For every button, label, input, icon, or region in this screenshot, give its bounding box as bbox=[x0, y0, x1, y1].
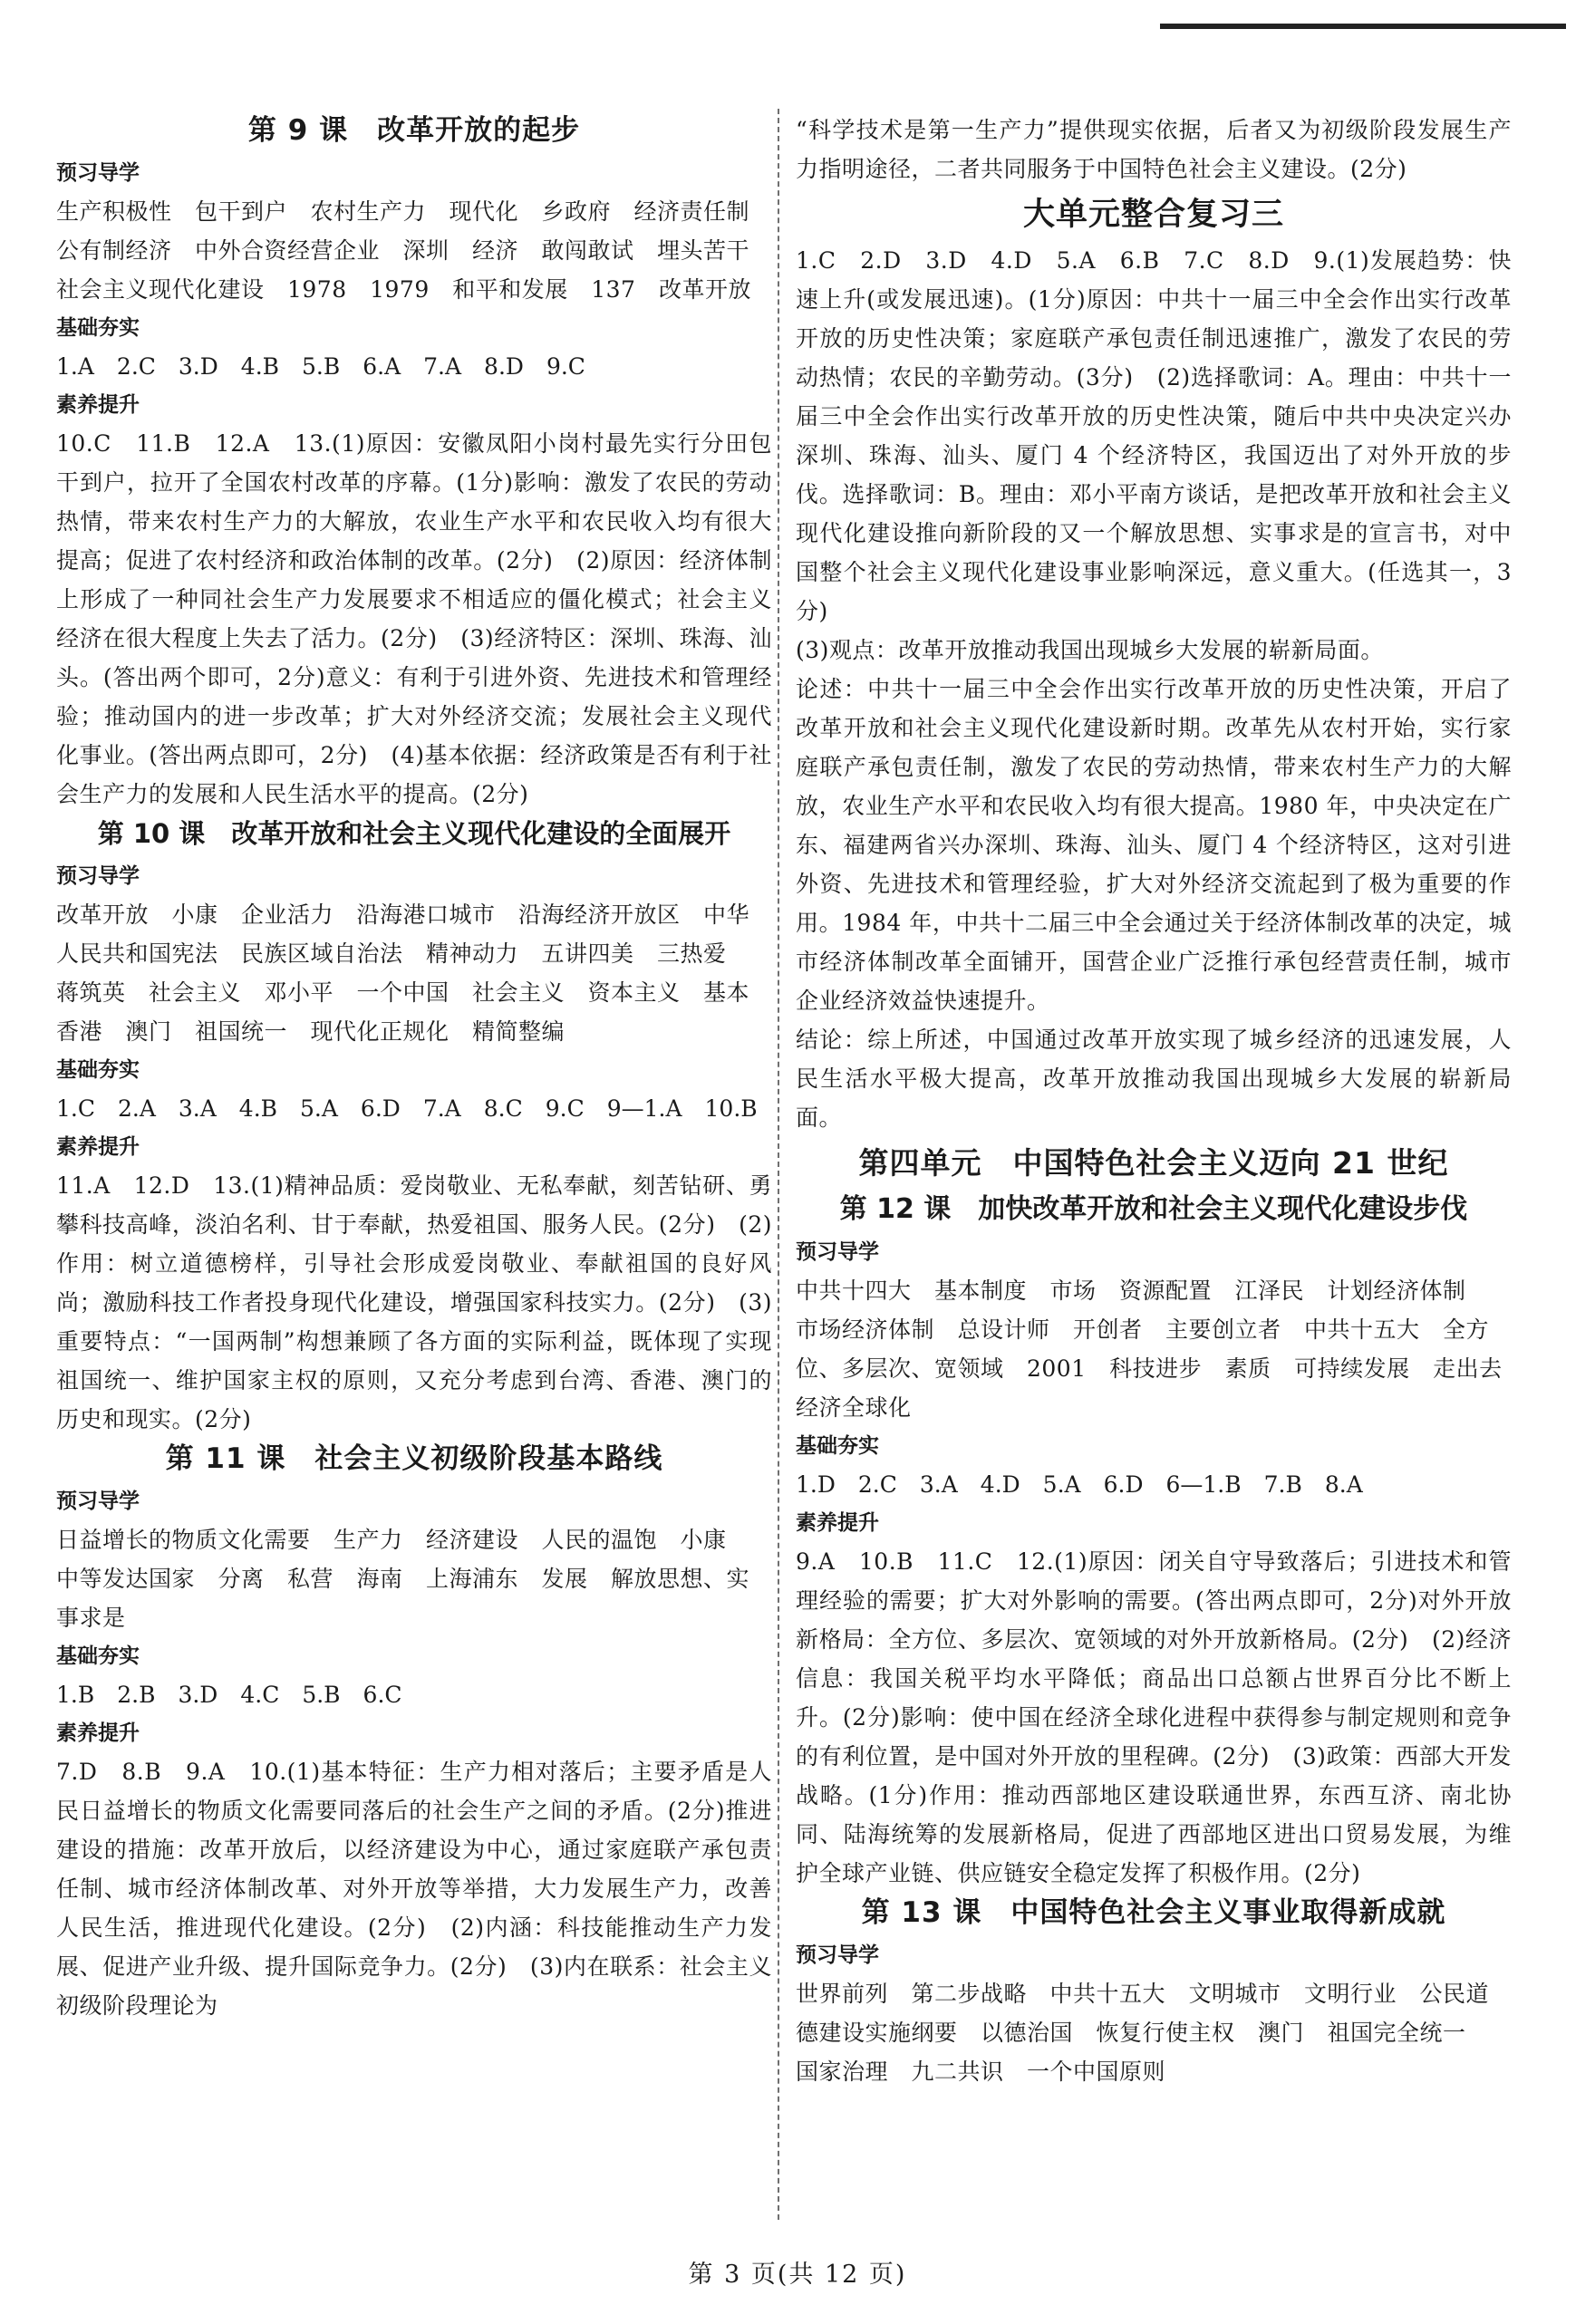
preview-heading: 预习导学 bbox=[56, 864, 140, 888]
review-3-answers: 1.C 2.D 3.D 4.D 5.A 6.B 7.C 8.D 9.(1)发展趋势：快速上升(或发展迅速)。(1分)原因：中共十一届三中全会作出实行改革开放的历史性决策；家庭联产承包责任制迅速推广，激发了农民的劳动热情；农民的辛勤劳动。(3分) (2)选择歌词：A。理由：中共十一届三中全会作出实行改革开放的历史性决策，随后中共中央决定兴办深圳、珠海、汕头、厦门 4 个经济特区，我国迈出了对外开放的步伐。选择歌词：B。理由：邓小平南方谈话，是把改革开放和社会主义现代化建设推向新阶段的又一个解放思想、实事求是的宣言书，对中国整个社会主义现代化建设事业影响深远，意义重大。(任选其一，3分) bbox=[796, 247, 1512, 624]
preview-heading: 预习导学 bbox=[796, 1240, 879, 1264]
literacy-heading: 素养提升 bbox=[796, 1511, 879, 1535]
lesson-12 bbox=[796, 1190, 1526, 1893]
preview-terms: 日益增长的物质文化需要 生产力 经济建设 人民的温饱 小康 中等发达国家 分离 私营 海南 上海浦东 发展 解放思想、实事求是 bbox=[56, 1527, 750, 1631]
literacy-heading: 素养提升 bbox=[56, 1721, 140, 1745]
page-number: 第 3 页(共 12 页) bbox=[688, 2261, 907, 2289]
lesson-13 bbox=[796, 1893, 1512, 2091]
lesson-10-title: 第 10 课 改革开放和社会主义现代化建设的全面展开 bbox=[97, 818, 731, 849]
preview-heading: 预习导学 bbox=[56, 161, 140, 185]
lesson-11-title: 第 11 课 社会主义初级阶段基本路线 bbox=[165, 1442, 663, 1475]
preview-heading: 预习导学 bbox=[796, 1943, 879, 1967]
preview-terms: 改革开放 小康 企业活力 沿海港口城市 沿海经济开放区 中华人民共和国宪法 民族区域自治法 精神动力 五讲四美 三热爱 蒋筑英 社会主义 邓小平 一个中国 社会主义 资本主义 基本 香港 澳门 祖国统一 现代化正规化 精简整编 bbox=[56, 902, 773, 1045]
continuation-text: “科学技术是第一生产力”提供现实依据，后者又为初级阶段发展生产力指明途径，二者共同服务于中国特色社会主义建设。(2分) bbox=[796, 117, 1512, 182]
literacy-heading: 素养提升 bbox=[56, 393, 140, 417]
basic-answers: 1.B 2.B 3.D 4.C 5.B 6.C bbox=[56, 1682, 402, 1708]
lesson-9 bbox=[56, 111, 772, 814]
literacy-heading: 素养提升 bbox=[56, 1135, 140, 1159]
lesson-9-title: 第 9 课 改革开放的起步 bbox=[247, 114, 581, 147]
left-column bbox=[56, 111, 772, 2025]
basic-answers: 1.A 2.C 3.D 4.B 5.B 6.A 7.A 8.D 9.C bbox=[56, 353, 585, 380]
right-column bbox=[796, 111, 1526, 2091]
review-3-viewpoint: (3)观点：改革开放推动我国出现城乡大发展的崭新局面。 bbox=[796, 637, 1384, 663]
basic-heading: 基础夯实 bbox=[56, 1058, 140, 1082]
lesson-11 bbox=[56, 1439, 772, 2025]
basic-heading: 基础夯实 bbox=[56, 316, 140, 340]
lesson-13-title: 第 13 课 中国特色社会主义事业取得新成就 bbox=[861, 1896, 1446, 1929]
literacy-text: 10.C 11.B 12.A 13.(1)原因：安徽凤阳小岗村最先实行分田包干到户，拉开了全国农村改革的序幕。(1分)影响：激发了农民的劳动热情，带来农村生产力的大解放，农业生产水平和农民收入均有很大提高；促进了农村经济和政治体制的改革。(2分) (2)原因：经济体制上形成了一种同社会生产力发展要求不相适应的僵化模式；社会主义经济在很大程度上失去了活力。(2分) (3)经济特区：深圳、珠海、汕头。(答出两个即可，2分)意义：有利于引进外资、先进技术和管理经验；推动国内的进一步改革；扩大对外经济交流；发展社会主义现代化事业。(答出两点即可，2分) (4)基本依据：经济政策是否有利于社会生产力的发展和人民生活水平的提高。(2分) bbox=[56, 430, 772, 807]
review-3 bbox=[796, 192, 1512, 1137]
lesson-12-title: 第 12 课 加快改革开放和社会主义现代化建设步伐 bbox=[839, 1193, 1468, 1225]
basic-heading: 基础夯实 bbox=[56, 1644, 140, 1668]
preview-terms: 中共十四大 基本制度 市场 资源配置 江泽民 计划经济体制 市场经济体制 总设计师 开创者 主要创立者 中共十五大 全方位、多层次、宽领域 2001 科技进步 素质 可持续发展 走出去 经济全球化 bbox=[796, 1278, 1526, 1421]
literacy-text: 7.D 8.B 9.A 10.(1)基本特征：生产力相对落后；主要矛盾是人民日益增长的物质文化需要同落后的社会生产之间的矛盾。(2分)推进建设的措施：改革开放后，以经济建设为中心，通过家庭联产承包责任制、城市经济体制改革、对外开放等举措，大力发展生产力，改善人民生活，推进现代化建设。(2分) (2)内涵：科技能推动生产力发展、促进产业升级、提升国际竞争力。(2分) (3)内在联系：社会主义初级阶段理论为 bbox=[56, 1759, 772, 2019]
basic-answers: 1.C 2.A 3.A 4.B 5.A 6.D 7.A 8.C 9.C 9—1.A 10.B bbox=[56, 1095, 758, 1122]
literacy-text: 11.A 12.D 13.(1)精神品质：爱岗敬业、无私奉献，刻苦钻研、勇攀科技高峰，淡泊名利、甘于奉献，热爱祖国、服务人民。(2分) (2)作用：树立道德榜样，引导社会形成爱岗敬业、奉献祖国的良好风尚；激励科技工作者投身现代化建设，增强国家科技实力。(2分) (3)重要特点：“一国两制”构想兼顾了各方面的实际利益，既体现了实现祖国统一、维护国家主权的原则，又充分考虑到台湾、香港、澳门的历史和现实。(2分) bbox=[56, 1172, 772, 1432]
column-divider bbox=[778, 109, 779, 2220]
review-3-title: 大单元整合复习三 bbox=[1022, 197, 1284, 233]
preview-heading: 预习导学 bbox=[56, 1490, 140, 1513]
top-rule bbox=[1160, 24, 1566, 29]
literacy-text: 9.A 10.B 11.C 12.(1)原因：闭关自守导致落后；引进技术和管理经验的需要；扩大对外影响的需要。(答出两点即可，2分)对外开放新格局：全方位、多层次、宽领域的对外开放新格局。(2分) (2)经济信息：我国关税平均水平降低；商品出口总额占世界百分比不断上升。(2分)影响：使中国在经济全球化进程中获得参与制定规则和竞争的有利位置，是中国对外开放的里程碑。(2分) (3)政策：西部大开发战略。(1分)作用：推动西部地区建设联通世界，东西互济、南北协同、陆海统筹的发展新格局，促进了西部地区进出口贸易发展，为维护全球产业链、供应链安全稳定发挥了积极作用。(2分) bbox=[796, 1548, 1512, 1886]
preview-terms: 生产积极性 包干到户 农村生产力 现代化 乡政府 经济责任制 公有制经济 中外合资经营企业 深圳 经济 敢闯敢试 埋头苦干 社会主义现代化建设 1978 1979 和平和发展 137 改革开放 bbox=[56, 198, 773, 303]
lesson-10 bbox=[56, 814, 772, 1439]
unit-4-title: 第四单元 中国特色社会主义迈向 21 世纪 bbox=[858, 1145, 1449, 1181]
basic-answers: 1.D 2.C 3.A 4.D 5.A 6.D 6—1.B 7.B 8.A bbox=[796, 1471, 1363, 1498]
review-3-conclusion: 结论：综上所述，中国通过改革开放实现了城乡经济的迅速发展，人民生活水平极大提高，改革开放推动我国出现城乡大发展的崭新局面。 bbox=[796, 1027, 1512, 1131]
review-3-argument: 论述：中共十一届三中全会作出实行改革开放的历史性决策，开启了改革开放和社会主义现代化建设新时期。改革先从农村开始，实行家庭联产承包责任制，激发了农民的劳动热情，带来农村生产力的大解放，农业生产水平和农民收入均有很大提高。1980 年，中央决定在广东、福建两省兴办深圳、珠海、汕头、厦门 4 个经济特区，这对引进外资、先进技术和管理经验，扩大对外经济交流起到了极为重要的作用。1984 年，中共十二届三中全会通过关于经济体制改革的决定，城市经济体制改革全面铺开，国营企业广泛推行承包经营责任制，城市企业经济效益快速提升。 bbox=[796, 676, 1512, 1014]
basic-heading: 基础夯实 bbox=[796, 1434, 879, 1458]
preview-terms: 世界前列 第二步战略 中共十五大 文明城市 文明行业 公民道德建设实施纲要 以德治国 恢复行使主权 澳门 祖国完全统一 国家治理 九二共识 一个中国原则 bbox=[796, 1981, 1490, 2085]
